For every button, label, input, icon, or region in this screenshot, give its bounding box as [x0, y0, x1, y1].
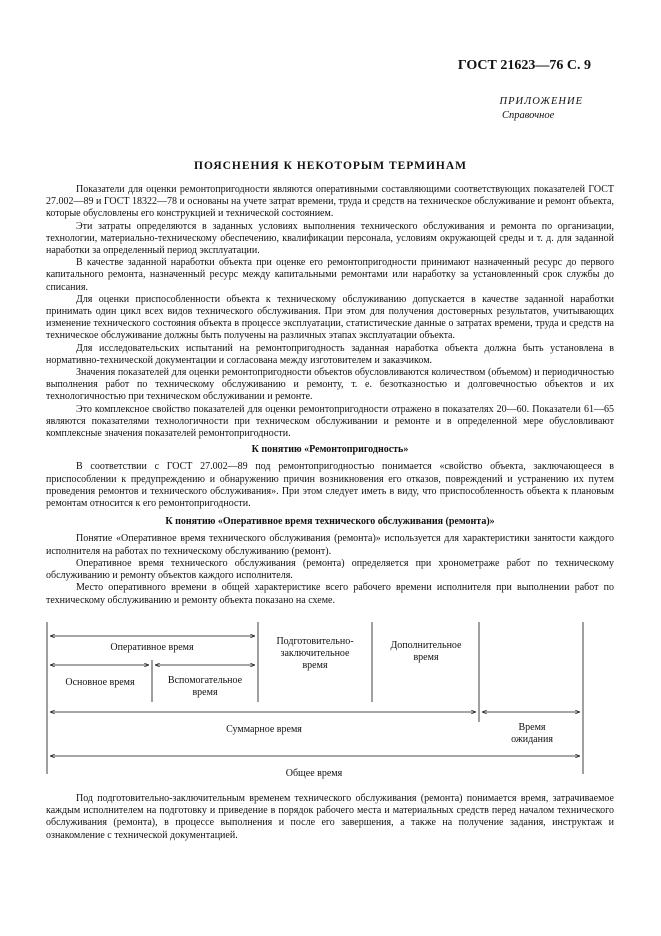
- paragraph: Это комплексное свойство показателей для оценки ремонтопригодности отражено в показателях 20—60. Показатели 61—65 являются показателями технологичности при техническом обслуживании и ремонте и в определенной мере обусловливают комплексные значения показателей ремонтопригодности.: [46, 403, 614, 440]
- paragraph: Понятие «Оперативное время технического обслуживания (ремонта)» используется для характеристики занятости каждого исполнителя на работах по техническому обслуживанию (ремонт).: [46, 533, 614, 557]
- extra-time-label-2: время: [413, 652, 439, 663]
- paragraph: В соответствии с ГОСТ 27.002—89 под ремонтопригодностью понимается «свойство объекта, заключающееся в приспособлении к предупреждению и обнаружению причин возникновения его отказов, повреждений и устранению их путем проведения ремонтов и технического обслуживания». При этом следует иметь в виду, что приспособленность объекта к плановым ремонтам относится к его ремонтопригодности.: [46, 461, 614, 510]
- section-heading-maintainability: К понятию «Ремонтопригодность»: [251, 444, 409, 456]
- intro-text: [46, 184, 614, 607]
- paragraph: Значения показателей для оценки ремонтопригодности объектов обусловливаются количеством (объемом) и периодичностью выполнения работ по техническому обслуживанию и ремонту, т. е. безотказностью и долговечностью объектов и их технологичностью при техническом обслуживании и ремонте.: [46, 367, 614, 403]
- page-header: ГОСТ 21623—76 С. 9: [457, 58, 591, 73]
- prep-time-label-3: время: [302, 660, 328, 671]
- paragraph: Эти затраты определяются в заданных условиях выполнения технического обслуживания и ремонта по организации, технологии, материально-техническому обеспечению, квалификации персонала, условиям окружающей среды и т. д. для заданной наработки за определенный период эксплуатации.: [46, 220, 614, 257]
- wait-time-label-2: ожидания: [511, 734, 553, 745]
- footer-text: [46, 793, 614, 842]
- paragraph: Оперативное время технического обслуживания (ремонта) определяется при хронометраже работ по техническому обслуживанию и ремонту объектов каждого исполнителя.: [46, 557, 614, 582]
- paragraph: Показатели для оценки ремонтопригодности являются оперативными составляющими соответствующих показателей ГОСТ 27.002—89 и ГОСТ 18322—78 и основаны на учете затрат времени, труда и средств на техническое обслуживание и ремонт объекта, которые обусловлены его конструкцией и технической состоянием.: [46, 184, 614, 220]
- prep-time-label-1: Подготовительно-: [276, 636, 354, 647]
- section-heading-operative-time: К понятию «Оперативное время технического обслуживания (ремонта)»: [165, 516, 495, 528]
- general-time-label: Общее время: [285, 768, 343, 779]
- appendix-note: Справочное: [502, 110, 555, 121]
- aux-time-label-1: Вспомогательное: [167, 675, 243, 686]
- appendix-label: ПРИЛОЖЕНИЕ: [499, 96, 583, 107]
- paragraph: Место оперативного времени в общей характеристике всего рабочего времени исполнителя при выполнении работ по техническому обслуживанию и ремонту объекта показано на схеме.: [46, 582, 614, 606]
- main-time-label: Основное время: [65, 677, 135, 688]
- extra-time-label-1: Дополнительное: [390, 640, 462, 651]
- page-title: ПОЯСНЕНИЯ К НЕКОТОРЫМ ТЕРМИНАМ: [194, 160, 467, 172]
- wait-time-label-1: Время: [518, 722, 546, 733]
- paragraph: Для исследовательских испытаний на ремонтопригодность заданная наработка объекта должна быть установлена в нормативно-технической документации и согласована между изготовителем и заказчиком.: [46, 342, 614, 366]
- operative-time-label: Оперативное время: [110, 642, 194, 653]
- aux-time-label-2: время: [192, 687, 218, 698]
- paragraph: Для оценки приспособленности объекта к техническому обслуживанию допускается в качестве заданной наработки принимать один цикл всех видов технического обслуживания. При этом для получения достоверных результатов, учитывающих изменение технического состояния объекта в процессе эксплуатации, статистические данные о затратах времени, труда и средств на техническое обслуживание должны быть получены на различных этапах эксплуатации объекта.: [46, 293, 614, 342]
- paragraph: Под подготовительно-заключительным временем технического обслуживания (ремонта) понимается время, затрачиваемое каждым исполнителем на подготовку и приведение в порядок рабочего места и материальных средств перед началом технического обслуживания (ремонта), в процессе выполнения и после его завершения, а также на получение задания, инструктаж и ознакомление с технической документацией.: [46, 793, 614, 841]
- time-scheme-diagram: [46, 620, 616, 782]
- paragraph: В качестве заданной наработки объекта при оценке его ремонтопригодности принимают назначенный ресурс до первого капитального ремонта, назначенный ресурс между капитальными ремонтами или наработку за установленный срок службы до списания.: [46, 257, 614, 293]
- prep-time-label-2: заключительное: [280, 648, 350, 659]
- total-time-label: Суммарное время: [226, 724, 302, 735]
